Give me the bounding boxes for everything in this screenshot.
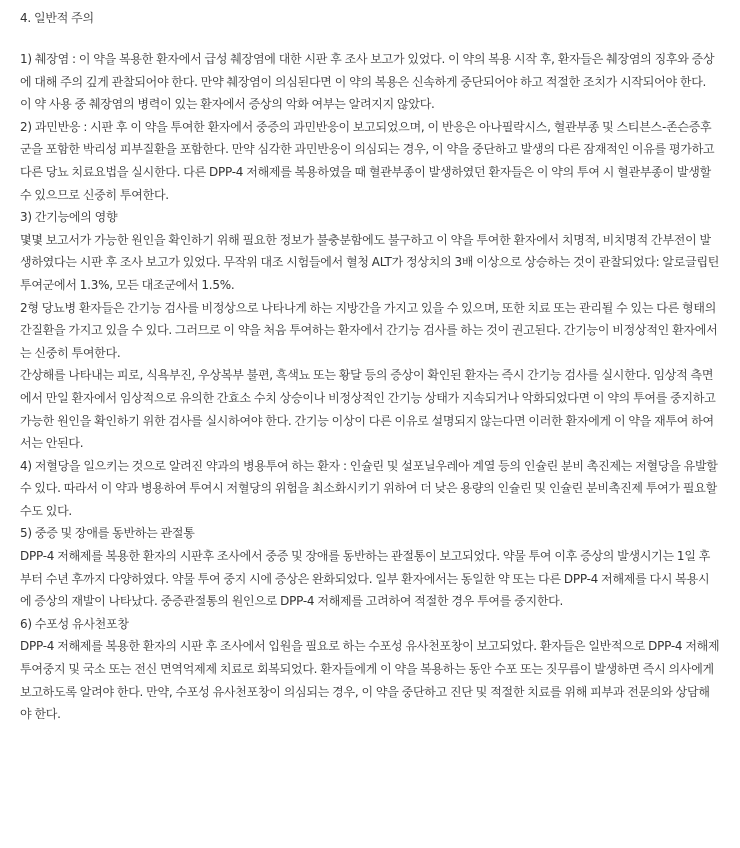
paragraph-hypoglycemia: 4) 저혈당을 일으키는 것으로 알려진 약과의 병용투여 하는 환자 : 인슐린 및 설포닐우레아 계열 등의 인슐린 분비 촉진제는 저혈당을 유발할 수 있다. 따라서 이 약과 병용하여 투여시 저혈당의 위험을 최소화시키기 위하여 더 낮은 용량의 인슐린 및 인슐린 분비촉진제 투여가 필요할 수도 있다. [20,458,718,518]
paragraph-hypersensitivity: 2) 과민반응 : 시판 후 이 약을 투여한 환자에서 중증의 과민반응이 보고되었으며, 이 반응은 아나필락시스, 혈관부종 및 스티븐스-존슨증후군을 포함한 박리성 피부질환을 포함한다. 만약 심각한 과민반응이 의심되는 경우, 이 약을 중단하고 발생의 다른 잠재적인 이유를 평가하고 다른 당뇨 치료요법을 실시한다. 다른 DPP-4 저해제를 복용하였을 때 혈관부종이 발생하였던 환자들은 이 약의 투여 시 혈관부종이 발생할 수 있으므로 신중히 투여한다. [20,119,715,202]
heading-arthralgia: 5) 중증 및 장애를 동반하는 관절통 [20,526,195,541]
paragraph-liver-testing: 2형 당뇨병 환자들은 간기능 검사를 비정상으로 나타나게 하는 지방간을 가지고 있을 수 있으며, 또한 치료 또는 관리될 수 있는 다른 형태의 간질환을 가지고 있을 수 있다. 그러므로 이 약을 처음 투여하는 환자에서 간기능 검사를 하는 것이 권고된다. 간기능이 비정상적인 환자에서는 신중히 투여한다. [20,300,718,360]
section-title: 4. 일반적 주의 [20,11,94,25]
paragraph-bullous-pemphigoid: DPP-4 저해제를 복용한 환자의 시판 후 조사에서 입원을 필요로 하는 수포성 유사천포창이 보고되었다. 환자들은 일반적으로 DPP-4 저해제 투여중지 및 국소 또는 전신 면역억제제 치료로 회복되었다. 환자들에게 이 약을 복용하는 동안 수포 또는 짓무름이 발생하면 즉시 의사에게 보고하도록 알려야 한다. 만약, 수포성 유사천포창이 의심되는 경우, 이 약을 중단하고 진단 및 적절한 치료를 위해 피부과 전문의와 상담해야 한다. [20,639,720,722]
spacer [20,31,720,48]
paragraph-liver-failure-reports: 몇몇 보고서가 가능한 원인을 확인하기 위해 필요한 정보가 불충분함에도 불구하고 이 약을 투여한 환자에서 치명적, 비치명적 간부전이 발생하였다는 시판 후 조사 보고가 있었다. 무작위 대조 시험들에서 혈청 ALT가 정상치의 3배 이상으로 상승하는 것이 관찰되었다: 알로글립틴 투여군에서 1.3%, 모든 대조군에서 1.5%. [20,232,720,292]
heading-liver-effects: 3) 간기능에의 영향 [20,210,118,225]
paragraph-pancreatitis: 1) 췌장염 : 이 약을 복용한 환자에서 급성 췌장염에 대한 시판 후 조사 보고가 있었다. 이 약의 복용 시작 후, 환자들은 췌장염의 징후와 증상에 대해 주의 깊게 관찰되어야 한다. 만약 췌장염이 의심된다면 이 약의 복용은 신속하게 중단되어야 하고 적절한 조치가 시작되어야 한다. 이 약 사용 중 췌장염의 병력이 있는 환자에서 증상의 악화 여부는 알려지지 않았다. [20,52,715,112]
paragraph-arthralgia: DPP-4 저해제를 복용한 환자의 시판후 조사에서 중증 및 장애를 동반하는 관절통이 보고되었다. 약물 투여 이후 증상의 발생시기는 1일 후부터 수년 후까지 다양하였다. 약물 투여 중지 시에 증상은 완화되었다. 일부 환자에서는 동일한 약 또는 다른 DPP-4 저해제를 다시 복용시에 증상의 재발이 나타났다. 중증관절통의 원인으로 DPP-4 저해제를 고려하여 적절한 경우 투여를 중지한다. [20,549,711,609]
heading-bullous-pemphigoid: 6) 수포성 유사천포창 [20,616,129,631]
paragraph-liver-injury: 간상해를 나타내는 피로, 식욕부진, 우상복부 불편, 흑색뇨 또는 황달 등의 증상이 확인된 환자는 즉시 간기능 검사를 실시한다. 임상적 측면에서 만일 환자에서 임상적으로 유의한 간효소 수치 상승이나 비정상적인 간기능 상태가 지속되거나 악화되었다면 이 약의 투여를 중지하고 가능한 원인을 확인하기 위한 검사를 실시하여야 한다. 간기능 이상이 다른 이유로 설명되지 않는다면 이러한 환자에게 이 약을 재투여 하여서는 안된다. [20,368,716,451]
